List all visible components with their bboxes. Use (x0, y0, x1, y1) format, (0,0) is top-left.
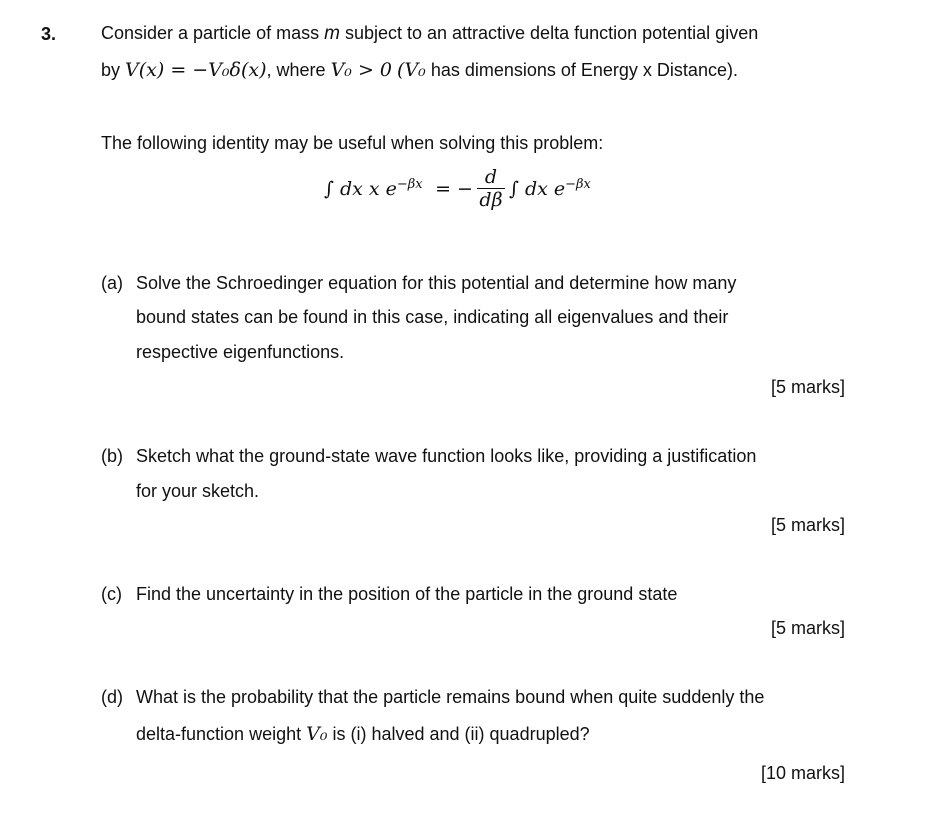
paren-symbol: (V₀ (397, 59, 426, 81)
potential-expression: V(x) = −V₀δ(x) (125, 59, 267, 81)
intro-where: , where (266, 60, 326, 80)
part-d-line-2-tail: is (i) halved and (ii) quadrupled? (332, 724, 590, 744)
fraction-denominator: dβ (479, 189, 503, 211)
part-c-label: (c) (101, 584, 122, 604)
question-number: 3. (41, 24, 57, 44)
intro-line-1 (101, 22, 758, 45)
part-d-marks: [10 marks] (760, 763, 845, 783)
identity-formula (324, 166, 591, 226)
part-c-marks: [5 marks] (770, 618, 845, 638)
intro-by: by (101, 60, 121, 80)
part-d-line-2-lead: delta-function weight (136, 724, 302, 744)
part-b-marks: [5 marks] (770, 515, 845, 535)
identity-equals: = − (435, 177, 473, 200)
identity-lhs: ∫ dx x $e^{-\beta x}$ (324, 176, 423, 200)
identity-lead: The following identity may be useful when solving this problem: (101, 133, 604, 153)
part-d-line-1: What is the probability that the particle remains bound when quite suddenly the (136, 687, 765, 707)
part-b-line-2: for your sketch. (136, 481, 260, 501)
part-a-line-3: respective eigenfunctions. (136, 342, 345, 362)
weight-symbol: V₀ (306, 723, 328, 745)
part-a-marks: [5 marks] (770, 377, 845, 397)
part-d-line-2 (136, 723, 590, 745)
part-d-label: (d) (101, 687, 123, 707)
intro-text-tail: subject to an attractive delta function potential given (344, 23, 759, 43)
part-a-label: (a) (101, 273, 123, 293)
fraction-numerator: d (484, 166, 498, 188)
intro-text: Consider a particle of mass (101, 23, 320, 43)
part-b-label: (b) (101, 446, 123, 466)
identity-fraction (477, 166, 504, 211)
intro-line-2 (101, 59, 738, 81)
mass-symbol: m (324, 23, 340, 44)
part-a-line-1: Solve the Schroedinger equation for this potential and determine how many (136, 273, 737, 293)
part-a-line-2: bound states can be found in this case, indicating all eigenvalues and their (136, 307, 729, 327)
condition-expression: V₀ > 0 (330, 59, 393, 81)
intro-tail: has dimensions of Energy x Distance). (430, 60, 738, 80)
identity-rhs: ∫ dx $e^{-\beta x}$ (509, 176, 591, 200)
part-c-line-1: Find the uncertainty in the position of the particle in the ground state (136, 584, 678, 604)
part-b-line-1: Sketch what the ground-state wave function looks like, providing a justification (136, 446, 757, 466)
